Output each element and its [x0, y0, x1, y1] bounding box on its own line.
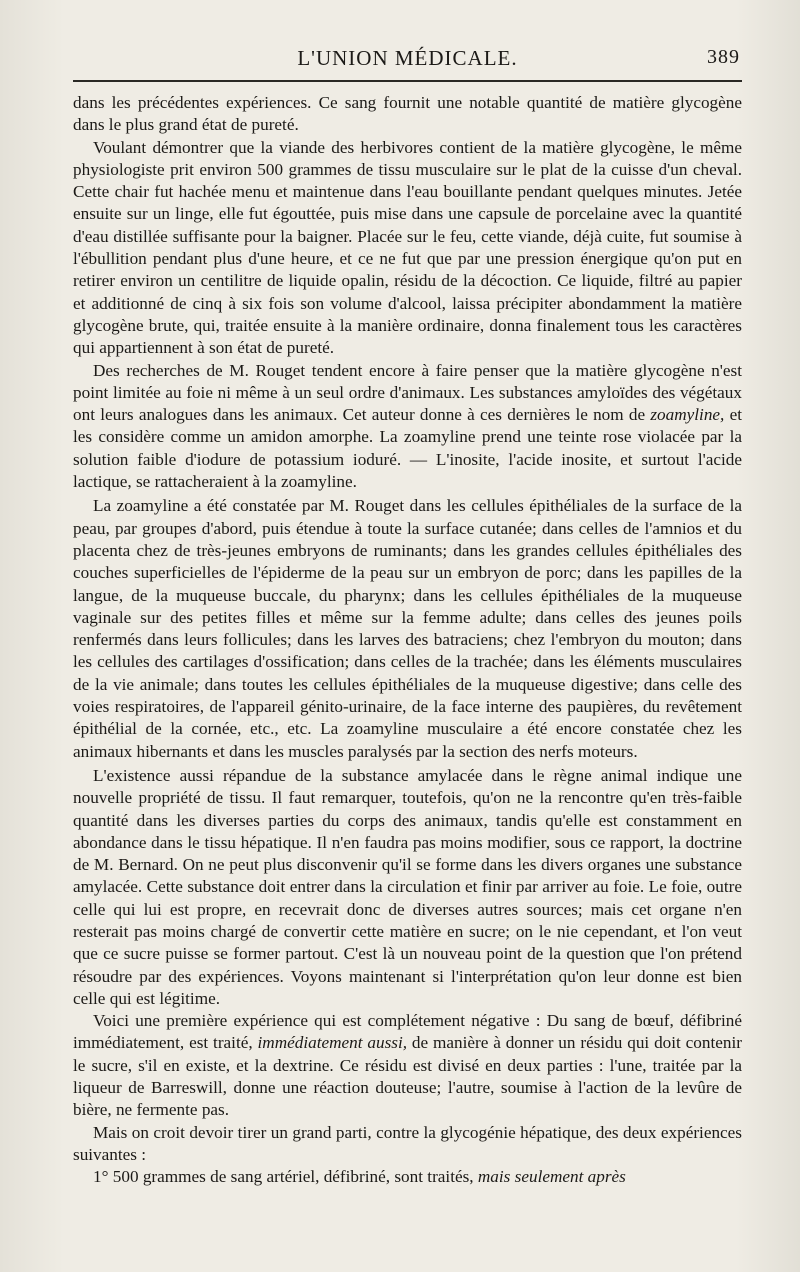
running-title: L'UNION MÉDICALE. — [297, 46, 518, 70]
paragraph-horse-muscle-experiment: Voulant démontrer que la viande des herbivores contient de la matière glycogène, le même physiologiste prit environ 500 grammes de tissu musculaire sur le plat de la cuisse d'un cheval. Cette chair fut hachée menu et maintenue dans l'eau bouillante pendant quelques minutes. Jetée ensuite sur un linge, elle fut égouttée, puis mise dans une capsule de porcelaine avec la quantité d'eau distillée suffisante pour la baigner. Placée sur le feu, cette viande, déjà cuite, fut soumise à l'ébullition pendant plus d'une heure, et ce ne fut que par une pression énergique qu'on put en retirer environ un centilitre de liquide opalin, résidu de la décoction. Ce liquide, filtré au papier et additionné de cinq à six fois son volume d'alcool, laissa précipiter abondamment la matière glycogène brute, qui, traitée ensuite à la manière ordinaire, donna finalement tous les caractères qui appartiennent à son état de pureté. — [73, 137, 742, 358]
page-number: 389 — [707, 46, 740, 68]
paragraph-rouget-research — [73, 360, 742, 494]
header-rule — [73, 80, 742, 82]
paragraph-zoamyline-locations: La zoamyline a été constatée par M. Rouget dans les cellules épithéliales de la surface de la peau, par groupes d'abord, puis étendue à toute la surface cutanée; dans celles de l'amnios et du placenta chez de très-jeunes embryons de ruminants; dans les grandes cellules épithéliales des couches superficielles de l'épiderme de la peau sur un embryon de porc; dans les papilles de la langue, de la muqueuse buccale, du pharynx; dans les cellules épithéliales de la muqueuse vaginale sur des petites filles et même sur la femme adulte; dans celles des jeunes poils renfermés dans leurs follicules; dans les larves des batraciens; chez l'embryon du mouton; dans les cellules des cartilages d'ossification; dans celles de la trachée; dans les éléments musculaires de la vie animale; dans toutes les cellules épithéliales de la muqueuse digestive; dans celle des voies respiratoires, de l'appareil génito-urinaire, de la face interne des paupières, du revêtement épithélial de la cornée, etc., etc. La zoamyline musculaire a été encore constatée chez les animaux hibernants et dans les muscles paralysés par la section des nerfs moteurs. — [73, 496, 742, 761]
text-segment: 1° 500 grammes de sang artériel, défibriné, sont traités, — [93, 1167, 478, 1187]
page-header — [73, 46, 742, 74]
text-segment: et les considère comme un amidon amorphe. La zoamyline prend une teinte rose violacée par la solution faible d'iodure de potassium ioduré. — L'inosite, l'acide inosite, et surtout l'acide lactique, se rattacheraient à la zoamyline. — [73, 405, 743, 492]
text-segment: de manière à donner un résidu qui doit contenir le sucre, s'il en existe, et la dextrine. Ce résidu est divisé en deux parties : l'une, traitée par la liqueur de Barreswill, donne une réaction douteuse; l'autre, soumise à l'action de la levûre de bière, ne fermente pas. — [73, 1033, 742, 1120]
text-segment: Voici une première expérience qui est complétement négative : Du sang de bœuf, défibriné immédiatement, est traité, — [73, 1011, 742, 1053]
italic-term: zoamyline, — [650, 405, 725, 425]
paragraph-amylaceous-substance: L'existence aussi répandue de la substance amylacée dans le règne animal indique une nouvelle propriété de tissu. Il faut remarquer, toutefois, qu'on ne la rencontre qu'en très-faible quantité dans les diverses parties du corps des animaux, tandis qu'elle est constamment en abondance dans le tissu hépatique. Il n'en faudra pas moins modifier, sous ce rapport, la doctrine de M. Bernard. On ne peut plus disconvenir qu'il se forme dans les divers organes une substance amylacée. Cette substance doit entrer dans la circulation et finir par arriver au foie. Le foie, outre celle qui lui est propre, en recevrait donc de diverses autres sources; mais cet organe n'en resterait pas moins chargé de convertir cette matière en sucre; on le nie cependant, et l'on veut que ce sucre puisse se former partout. C'est là un nouveau point de la question que l'on prétend résoudre par des expériences. Voyons maintenant si l'interprétation qu'on leur donne est bien celle qui est légitime. — [73, 765, 742, 1008]
paragraph-two-experiments: Mais on croit devoir tirer un grand parti, contre la glycogénie hépatique, des deux expériences suivantes : — [73, 1122, 742, 1164]
text-segment: Des recherches de M. Rouget tendent encore à faire penser que la matière glycogène n'est point limitée au foie ni même à un seul ordre d'animaux. Les substances amyloïdes des végétaux ont leurs analogues dans les animaux. Cet auteur donne à ces dernières le nom de — [73, 360, 742, 425]
italic-term: immédiatement aussi, — [257, 1033, 408, 1053]
paragraph-numbered-item — [73, 1166, 742, 1188]
paragraph-first-experiment — [73, 1010, 742, 1121]
paragraph-continuation: dans les précédentes expériences. Ce sang fournit une notable quantité de matière glycogène dans le plus grand état de pureté. — [73, 93, 742, 135]
body-text — [73, 92, 742, 1189]
italic-term: mais seulement après — [477, 1167, 626, 1187]
